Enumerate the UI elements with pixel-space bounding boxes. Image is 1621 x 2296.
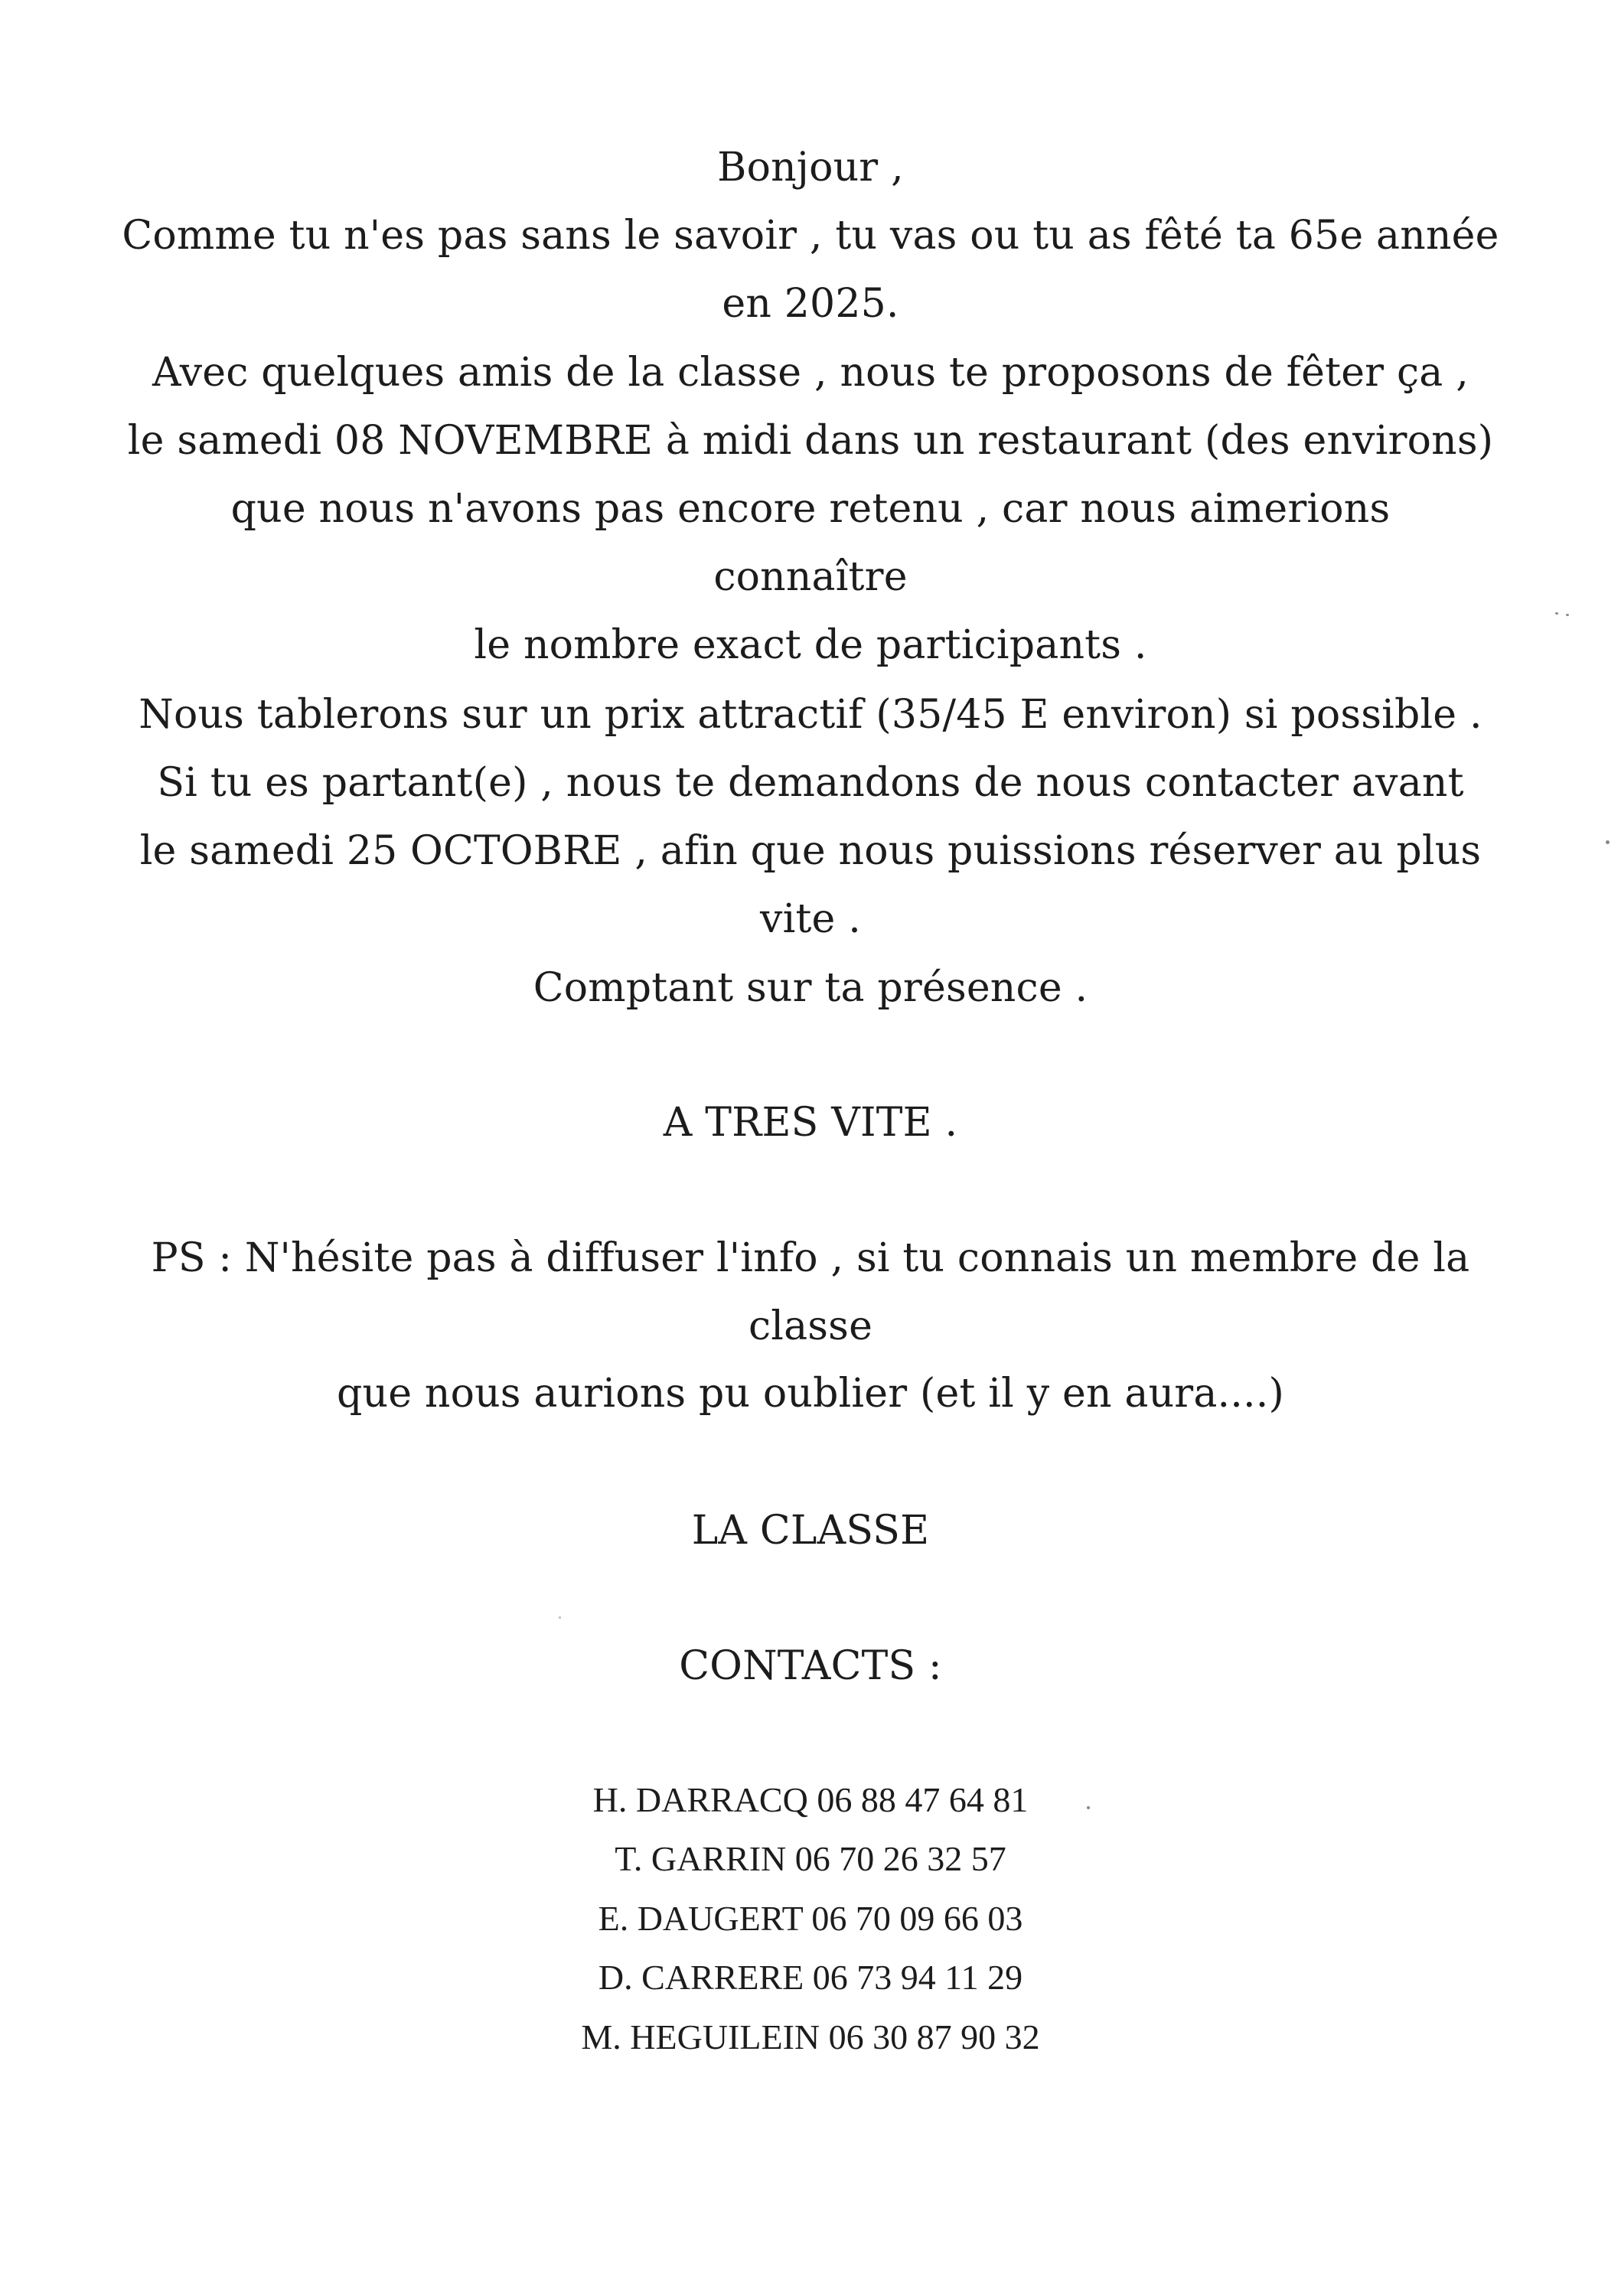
scan-speck bbox=[1555, 612, 1558, 615]
contacts-heading: CONTACTS : bbox=[679, 1643, 942, 1689]
contact-entry bbox=[0, 2014, 1621, 2060]
letter-line: Avec quelques amis de la classe , nous te proposons de fêter ça , bbox=[152, 350, 1469, 396]
contact-phone: 06 30 87 90 32 bbox=[828, 2017, 1040, 2056]
signature: LA CLASSE bbox=[691, 1508, 930, 1554]
contact-name: M. HEGUILEIN bbox=[581, 2017, 820, 2056]
contact-phone: 06 70 26 32 57 bbox=[794, 1839, 1006, 1878]
scan-speck bbox=[1566, 614, 1569, 616]
letter-line: le samedi 25 OCTOBRE , afin que nous puissions réserver au plus bbox=[139, 828, 1482, 874]
letter-line: Si tu es partant(e) , nous te demandons de nous contacter avant bbox=[157, 760, 1464, 806]
closing: A TRES VITE . bbox=[663, 1100, 958, 1146]
scan-speck bbox=[559, 1616, 561, 1619]
contact-entry bbox=[0, 1777, 1621, 1823]
letter-line: le nombre exact de participants . bbox=[474, 622, 1147, 668]
ps-line: classe bbox=[748, 1303, 873, 1349]
letter-line: le samedi 08 NOVEMBRE à midi dans un restaurant (des environs) bbox=[127, 418, 1494, 464]
ps-line: que nous aurions pu oublier (et il y en aura....) bbox=[337, 1371, 1284, 1417]
scan-speck bbox=[1606, 840, 1610, 844]
letter-line: en 2025. bbox=[722, 281, 899, 327]
scan-speck bbox=[1087, 1806, 1090, 1809]
letter-line: Comme tu n'es pas sans le savoir , tu vas ou tu as fêté ta 65e année bbox=[122, 213, 1499, 259]
contact-phone: 06 70 09 66 03 bbox=[811, 1899, 1023, 1938]
contact-entry bbox=[0, 1955, 1621, 2001]
contact-name: T. GARRIN bbox=[615, 1839, 787, 1878]
contact-name: H. DARRACQ bbox=[592, 1780, 808, 1819]
greeting: Bonjour , bbox=[717, 145, 904, 191]
contact-phone: 06 88 47 64 81 bbox=[817, 1780, 1029, 1819]
letter-line: connaître bbox=[713, 554, 908, 600]
contact-name: D. CARRERE bbox=[598, 1958, 804, 1997]
letter-line: Comptant sur ta présence . bbox=[533, 965, 1088, 1011]
contact-entry bbox=[0, 1896, 1621, 1942]
ps-line: PS : N'hésite pas à diffuser l'info , si tu connais un membre de la bbox=[151, 1235, 1470, 1281]
contact-phone: 06 73 94 11 29 bbox=[812, 1958, 1023, 1997]
letter-line: vite . bbox=[760, 896, 861, 942]
letter-line: Nous tablerons sur un prix attractif (35/45 E environ) si possible . bbox=[139, 692, 1482, 738]
contact-name: E. DAUGERT bbox=[598, 1899, 803, 1938]
letter-line: que nous n'avons pas encore retenu , car nous aimerions bbox=[230, 486, 1391, 532]
contact-entry bbox=[0, 1836, 1621, 1882]
